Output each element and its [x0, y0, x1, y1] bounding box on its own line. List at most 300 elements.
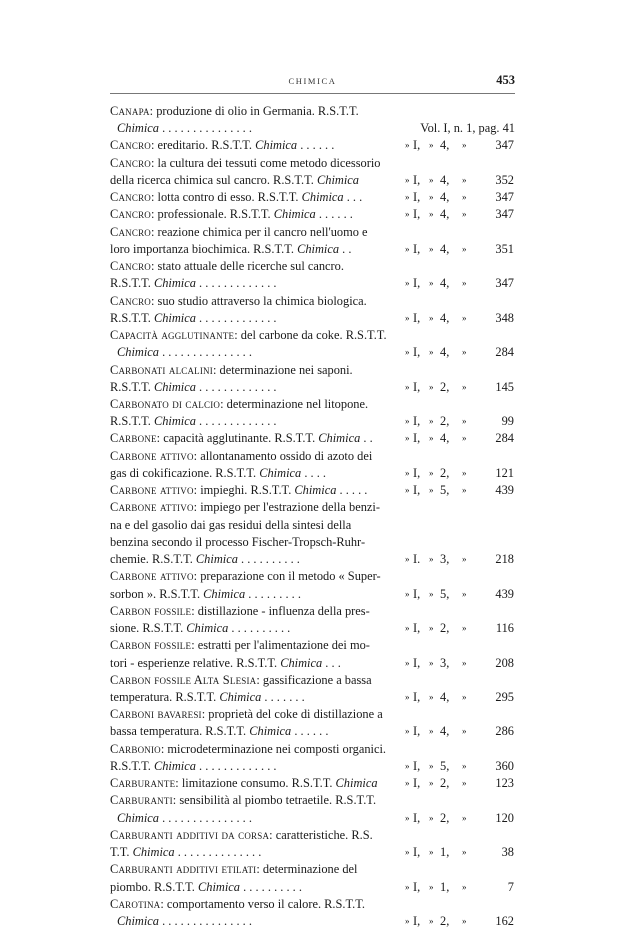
reference-page: 120 [495, 810, 514, 825]
ditto-mark: » [405, 467, 410, 478]
leader-dots: . . . . . . [291, 724, 329, 739]
leader-dots: . . . [343, 190, 363, 205]
index-entry-line [110, 827, 515, 844]
ditto-mark: » [405, 485, 410, 496]
reference-page: 347 [495, 276, 514, 291]
reference-volume: I, [413, 879, 421, 894]
entry-text [110, 655, 397, 672]
index-entry [110, 362, 515, 396]
entry-description: sorbon ». R.S.T.T. [110, 586, 204, 601]
entry-text [110, 672, 397, 689]
index-entry-line [110, 603, 515, 620]
entry-reference [399, 241, 515, 258]
entry-reference [399, 879, 515, 896]
index-entry-line [110, 879, 515, 896]
index-entry [110, 206, 515, 223]
entry-text [117, 120, 397, 137]
reference-volume: I, [413, 845, 421, 860]
entry-description: R.S.T.T. [110, 414, 154, 429]
leader-dots: . . [360, 431, 373, 446]
entry-description: : suo studio attraverso la chimica biologica. [150, 293, 367, 308]
index-entry-line [110, 655, 515, 672]
index-entry [110, 258, 515, 292]
index-entry-line [110, 620, 515, 637]
entry-text [110, 896, 397, 913]
entry-keyword: Carbonio [110, 741, 161, 756]
index-entry-line [110, 568, 515, 585]
entry-description: tori - esperienze relative. R.S.T.T. [110, 655, 281, 670]
ditto-mark: » [405, 416, 410, 427]
entry-keyword: Carotina [110, 896, 161, 911]
entry-keyword: Carbon fossile [110, 638, 192, 653]
header-rule [110, 93, 515, 94]
entry-description: chemie. R.S.T.T. [110, 552, 196, 567]
entry-text [110, 137, 397, 154]
ditto-mark: » [405, 691, 410, 702]
reference-number: 4, [440, 431, 450, 446]
reference-volume: I, [413, 172, 421, 187]
ditto-mark: » [429, 760, 434, 771]
entry-description: : capacità agglutinante. R.S.T.T. [156, 431, 319, 446]
index-entry-line [110, 448, 515, 465]
reference-page: 352 [495, 172, 514, 187]
index-entry-line [110, 810, 515, 827]
entry-journal: Chimica [249, 724, 292, 739]
index-entry-line [110, 362, 515, 379]
leader-dots: . . . . . . . . . . [228, 621, 291, 636]
entry-description: R.S.T.T. [110, 276, 154, 291]
entry-journal: Chimica [301, 190, 344, 205]
ditto-mark: » [429, 416, 434, 427]
ditto-mark: » [429, 623, 434, 634]
ditto-mark: » [462, 623, 467, 634]
leader-dots: . . . . . . [315, 207, 353, 222]
ditto-mark: » [462, 657, 467, 668]
entry-journal: Chimica [317, 172, 359, 187]
reference-volume: I, [413, 138, 421, 153]
reference-number: 3, [440, 655, 450, 670]
entry-text [110, 465, 397, 482]
reference-volume: I, [413, 483, 421, 498]
entry-reference [399, 465, 515, 482]
index-entry-line [110, 499, 515, 516]
entry-keyword: Cancro [110, 138, 151, 153]
page-number: 453 [496, 73, 515, 87]
index-entry-line [110, 844, 515, 861]
entry-description: : la cultura dei tessuti come metodo dicessorio [150, 155, 381, 170]
ditto-mark: » [405, 726, 410, 737]
entry-journal: Chimica [280, 655, 323, 670]
entry-reference [399, 137, 515, 154]
entry-text [110, 603, 397, 620]
entry-text [110, 758, 397, 775]
index-entry [110, 448, 515, 482]
entry-description: : determinazione nei saponi. [212, 362, 353, 377]
leader-dots: . . . . . [336, 483, 368, 498]
index-entry-line [110, 551, 515, 568]
ditto-mark: » [405, 312, 410, 323]
entry-text [110, 275, 397, 292]
entry-keyword: Carbon fossile [110, 603, 192, 618]
ditto-mark: » [429, 881, 434, 892]
reference-page: 347 [495, 190, 514, 205]
entry-keyword: Cancro [110, 224, 151, 239]
entry-reference [399, 206, 515, 223]
reference-volume: I. [413, 552, 421, 567]
index-entry [110, 775, 515, 792]
reference-volume: I, [413, 724, 421, 739]
index-entry [110, 482, 515, 499]
entry-description: : determinazione nel litopone. [220, 396, 369, 411]
ditto-mark: » [405, 812, 410, 823]
reference-number: 4, [440, 310, 450, 325]
leader-dots: . . . . [301, 465, 326, 480]
leader-dots: . . . . . . . . . . . . . [195, 276, 277, 291]
leader-dots: . . . . . . . . . . . . . [195, 310, 277, 325]
entry-keyword: Carbonato di calcio [110, 396, 221, 411]
entry-keyword: Capacità agglutinante [110, 328, 235, 343]
leader-dots: . . . . . . . . . . . . . . . [159, 121, 252, 136]
entry-journal: Chimica [186, 621, 229, 636]
entry-reference [399, 844, 515, 861]
ditto-mark: » [462, 174, 467, 185]
ditto-mark: » [405, 192, 410, 203]
ditto-mark: » [462, 847, 467, 858]
entry-description: : impiego per l'estrazione della benzi- [193, 500, 380, 515]
entry-text [117, 344, 397, 361]
entry-text [110, 844, 397, 861]
index-entry-line [110, 379, 515, 396]
entry-description: della ricerca chimica sul cancro. R.S.T.T. [110, 172, 317, 187]
index-entry-line [110, 465, 515, 482]
entry-text [110, 551, 397, 568]
reference-page: 218 [495, 552, 514, 567]
reference-volume: I, [413, 379, 421, 394]
entry-reference [399, 120, 515, 137]
ditto-mark: » [405, 174, 410, 185]
reference-number: 1, [440, 879, 450, 894]
reference-page: 116 [495, 621, 514, 636]
entry-text [117, 810, 397, 827]
reference-page: 348 [495, 310, 514, 325]
entry-journal: Chimica [335, 776, 378, 791]
entry-keyword: Carbone attivo [110, 448, 194, 463]
leader-dots: . . . . . . [297, 138, 335, 153]
entry-description: piombo. R.S.T.T. [110, 879, 198, 894]
reference-volume: I, [413, 465, 421, 480]
entry-text [110, 775, 397, 792]
ditto-mark: » [405, 881, 410, 892]
entry-reference [399, 655, 515, 672]
entry-description: T.T. [110, 845, 133, 860]
reference-volume: I, [413, 758, 421, 773]
reference-number: 2, [440, 914, 450, 929]
index-entry [110, 637, 515, 671]
reference-page: 360 [495, 758, 514, 773]
entry-keyword: Carburante [110, 776, 176, 791]
reference-volume: I, [413, 914, 421, 929]
ditto-mark: » [405, 381, 410, 392]
ditto-mark: » [462, 192, 467, 203]
reference-page: 295 [495, 689, 514, 704]
reference-page: 123 [495, 776, 514, 791]
reference-volume: I, [413, 190, 421, 205]
entry-text [110, 379, 397, 396]
entry-description: sione. R.S.T.T. [110, 621, 187, 636]
ditto-mark: » [462, 140, 467, 151]
reference-page: 99 [501, 414, 514, 429]
index-entry-line [110, 741, 515, 758]
reference-number: 2, [440, 465, 450, 480]
entry-text [110, 206, 397, 223]
entry-text [110, 792, 397, 809]
entry-reference [399, 758, 515, 775]
ditto-mark: » [462, 778, 467, 789]
entry-keyword: Carburanti [110, 793, 173, 808]
index-entry [110, 896, 515, 930]
index-entry [110, 430, 515, 447]
entry-description: : determinazione del [256, 862, 358, 877]
entry-text [110, 586, 397, 603]
leader-dots: . . . . . . . . . . . . . . . [159, 810, 252, 825]
ditto-mark: » [462, 347, 467, 358]
reference-page: 121 [495, 465, 514, 480]
reference-number: 2, [440, 621, 450, 636]
index-entry-line [110, 103, 515, 120]
entry-description: loro importanza biochimica. R.S.T.T. [110, 241, 298, 256]
reference-number: 4, [440, 190, 450, 205]
index-entry-line [110, 293, 515, 310]
index-entry-line [110, 861, 515, 878]
entry-text [110, 706, 397, 723]
ditto-mark: » [405, 657, 410, 668]
ditto-mark: » [429, 381, 434, 392]
entry-journal: Chimica [255, 138, 298, 153]
ditto-mark: » [405, 278, 410, 289]
ditto-mark: » [405, 433, 410, 444]
ditto-mark: » [405, 623, 410, 634]
ditto-mark: » [405, 760, 410, 771]
reference-page: 439 [495, 586, 514, 601]
entry-text [110, 413, 397, 430]
entry-text [110, 517, 397, 534]
reference-volume: I, [413, 621, 421, 636]
ditto-mark: » [429, 554, 434, 565]
entry-keyword: Cancro [110, 207, 151, 222]
index-entry-line [110, 430, 515, 447]
entry-reference [399, 172, 515, 189]
entry-description: R.S.T.T. [110, 379, 154, 394]
entry-description: temperatura. R.S.T.T. [110, 689, 220, 704]
entry-journal: Chimica [297, 241, 340, 256]
ditto-mark: » [462, 588, 467, 599]
entry-text [110, 241, 397, 258]
entry-reference [399, 551, 515, 568]
entry-keyword: Carboni bavaresi [110, 707, 202, 722]
ditto-mark: » [429, 243, 434, 254]
index-entry-line [110, 241, 515, 258]
reference-number: 3, [440, 552, 450, 567]
entry-text [110, 879, 397, 896]
entry-text [110, 103, 397, 120]
index-entry-line [110, 155, 515, 172]
entry-keyword: Cancro [110, 293, 151, 308]
reference-volume: I, [413, 207, 421, 222]
index-entry-line [110, 206, 515, 223]
index-entry-line [110, 534, 515, 551]
entry-description: : produzione di olio in Germania. R.S.T.T. [149, 104, 359, 118]
leader-dots: . . [339, 241, 352, 256]
ditto-mark: » [462, 209, 467, 220]
leader-dots: . . . . . . . . . . . . . [195, 758, 277, 773]
entry-journal: Chimica [219, 689, 262, 704]
entry-description: : preparazione con il metodo « Super- [193, 569, 381, 584]
entry-description: : sensibilità al piombo tetraetile. R.S.T.T. [172, 793, 377, 808]
reference-volume: I, [413, 345, 421, 360]
ditto-mark: » [429, 588, 434, 599]
entry-text [110, 224, 397, 241]
entry-text [110, 293, 397, 310]
reference-number: 5, [440, 758, 450, 773]
reference-number: 2, [440, 414, 450, 429]
reference-page: 439 [495, 483, 514, 498]
index-entry-line [110, 586, 515, 603]
entry-description: : caratteristiche. R.S. [269, 827, 373, 842]
ditto-mark: » [462, 312, 467, 323]
entry-description: : gassificazione a bassa [256, 672, 372, 687]
index-entry [110, 672, 515, 706]
ditto-mark: » [462, 381, 467, 392]
index-entry [110, 224, 515, 258]
ditto-mark: » [429, 691, 434, 702]
reference-volume: I, [413, 276, 421, 291]
entry-journal: Chimica [318, 431, 361, 446]
ditto-mark: » [462, 416, 467, 427]
ditto-mark: » [405, 588, 410, 599]
reference-number: 4, [440, 345, 450, 360]
leader-dots: . . . . . . . . . . . . . . [174, 845, 262, 860]
index-entry-line [110, 672, 515, 689]
ditto-mark: » [405, 554, 410, 565]
entry-journal: Chimica [117, 914, 159, 929]
entry-reference [399, 379, 515, 396]
entry-journal: Chimica [153, 414, 196, 429]
ditto-mark: » [462, 881, 467, 892]
entry-text [110, 534, 397, 551]
index-entry-line [110, 189, 515, 206]
index-entry [110, 706, 515, 740]
reference-volume: I, [413, 689, 421, 704]
entry-description: : reazione chimica per il cancro nell'uomo e [150, 224, 368, 239]
index-entry-line [110, 706, 515, 723]
entry-text [110, 827, 397, 844]
entry-description: : microdeterminazione nei composti organici. [160, 741, 387, 756]
ditto-mark: » [462, 433, 467, 444]
leader-dots: . . . . . . . . . . . . . [195, 414, 277, 429]
entry-reference [399, 275, 515, 292]
index-entry-line [110, 896, 515, 913]
ditto-mark: » [429, 726, 434, 737]
entry-description: R.S.T.T. [110, 758, 154, 773]
reference-full: Vol. I, n. 1, pag. 41 [420, 121, 515, 136]
index-entry-line [110, 137, 515, 154]
ditto-mark: » [462, 760, 467, 771]
entry-text [110, 689, 397, 706]
reference-volume: I, [413, 810, 421, 825]
index-entry [110, 741, 515, 775]
index-entry [110, 499, 515, 568]
reference-page: 284 [495, 345, 514, 360]
index-entry-line [110, 637, 515, 654]
index-entry [110, 861, 515, 895]
reference-page: 347 [495, 138, 514, 153]
index-entry [110, 603, 515, 637]
entry-text [110, 155, 397, 172]
ditto-mark: » [429, 467, 434, 478]
reference-number: 4, [440, 172, 450, 187]
entry-reference [399, 344, 515, 361]
reference-number: 2, [440, 379, 450, 394]
index-entry-line [110, 258, 515, 275]
entry-text [110, 430, 397, 447]
reference-number: 5, [440, 483, 450, 498]
ditto-mark: » [462, 812, 467, 823]
running-title: CHIMICA [288, 76, 337, 86]
entry-description: R.S.T.T. [110, 310, 154, 325]
entry-text [110, 637, 397, 654]
entry-reference [399, 689, 515, 706]
ditto-mark: » [462, 485, 467, 496]
entry-reference [399, 775, 515, 792]
entry-journal: Chimica [294, 483, 337, 498]
entry-journal: Chimica [259, 465, 302, 480]
index-entry [110, 293, 515, 327]
index-entry [110, 396, 515, 430]
ditto-mark: » [462, 691, 467, 702]
entry-keyword: Carbone [110, 431, 157, 446]
entry-description: : impieghi. R.S.T.T. [193, 483, 295, 498]
entry-journal: Chimica [117, 121, 159, 136]
ditto-mark: » [405, 243, 410, 254]
index-entry-line [110, 775, 515, 792]
ditto-mark: » [405, 847, 410, 858]
leader-dots: . . . . . . . [261, 689, 305, 704]
leader-dots: . . . . . . . . . . . . . . . [159, 345, 252, 360]
reference-page: 347 [495, 207, 514, 222]
entry-reference [399, 189, 515, 206]
reference-number: 4, [440, 241, 450, 256]
entry-text [110, 396, 397, 413]
index-entry-line [110, 792, 515, 809]
entry-text [110, 189, 397, 206]
entry-reference [399, 586, 515, 603]
entry-description: na e del gasolio dai gas residui della sintesi della [110, 517, 352, 532]
entry-description: : professionale. R.S.T.T. [150, 207, 274, 222]
entry-text [110, 327, 397, 344]
index-list [110, 103, 515, 930]
ditto-mark: » [429, 433, 434, 444]
reference-number: 4, [440, 207, 450, 222]
ditto-mark: » [429, 485, 434, 496]
entry-reference [399, 723, 515, 740]
reference-volume: I, [413, 431, 421, 446]
entry-reference [399, 620, 515, 637]
ditto-mark: » [405, 347, 410, 358]
reference-page: 7 [507, 879, 514, 894]
entry-keyword: Cancro [110, 259, 151, 274]
reference-page: 286 [495, 724, 514, 739]
entry-keyword: Carbone attivo [110, 569, 194, 584]
